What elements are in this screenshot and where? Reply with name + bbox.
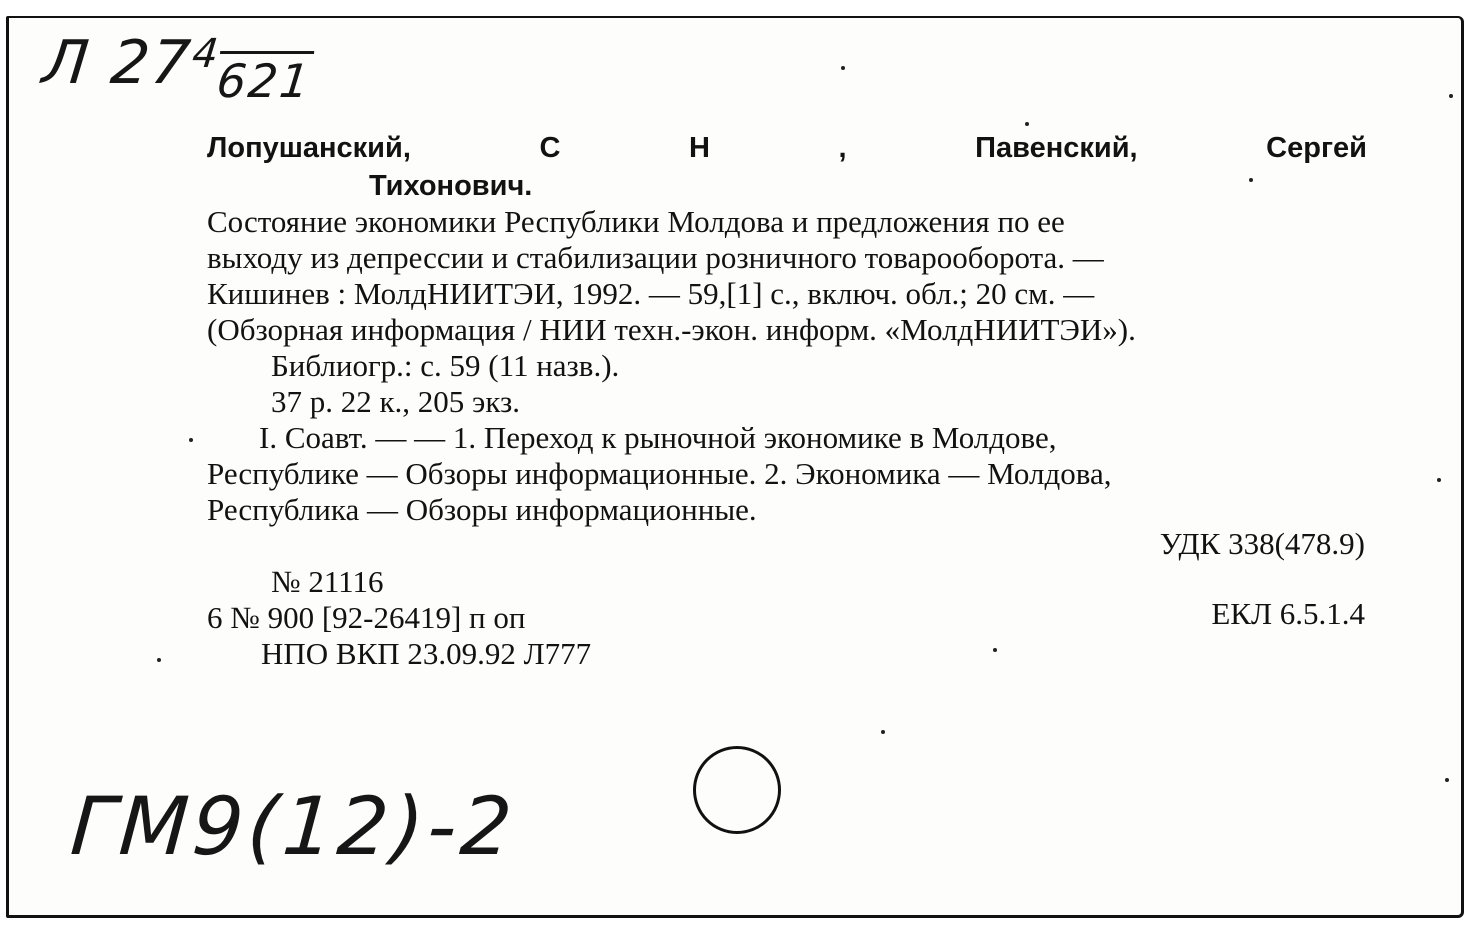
catalog-card <box>6 16 1464 918</box>
scan-speck <box>993 648 997 652</box>
scan-speck <box>1449 94 1453 98</box>
author-initial-2: Н <box>689 132 710 164</box>
series-line: (Обзорная информация / НИИ техн.-экон. информ. «МолдНИИТЭИ»). <box>207 312 1136 347</box>
scan-speck <box>189 438 193 442</box>
title-line-1: Состояние экономики Республики Молдова и предложения по ее <box>207 204 1065 239</box>
card-number: № 21116 <box>271 564 384 599</box>
title-line-2: выходу из депрессии и стабилизации розничного товарооборота. — <box>207 240 1104 275</box>
author-surname-1: Лопушанский, <box>207 132 411 164</box>
shelfmark-subscript: 621 <box>214 51 314 108</box>
shelfmark-main: Л 27 <box>39 28 196 98</box>
udk-code: УДК 338(478.9) <box>1159 526 1365 561</box>
order-number: 6 № 900 [92-26419] п оп <box>207 600 526 635</box>
handwritten-classification: ГМ9(12)-2 <box>67 780 519 873</box>
author-surname-2: Павенский, <box>975 132 1138 164</box>
bibliography-note: Библиогр.: с. 59 (11 назв.). <box>271 348 620 383</box>
scan-speck <box>1437 478 1441 482</box>
authors-line-2: Тихонович. <box>369 170 533 202</box>
author-separator: , <box>838 132 847 164</box>
ekl-code: ЕКЛ 6.5.1.4 <box>1211 596 1365 631</box>
authors-line-1 <box>207 130 1367 166</box>
handwritten-shelfmark <box>39 28 316 108</box>
scan-speck <box>881 730 885 734</box>
scan-speck <box>157 658 161 662</box>
shelfmark-superscript: 4 <box>190 31 223 77</box>
printer-line: НПО ВКП 23.09.92 Л777 <box>261 636 592 671</box>
author-name-2: Сергей <box>1266 132 1367 164</box>
imprint-line: Кишинев : МолдНИИТЭИ, 1992. — 59,[1] с., включ. обл.; 20 см. — <box>207 276 1095 311</box>
scan-speck <box>841 66 845 70</box>
card-hole <box>693 746 781 834</box>
scan-speck <box>1445 778 1449 782</box>
scan-speck <box>1025 122 1029 126</box>
subject-line-2: Республике — Обзоры информационные. 2. Экономика — Молдова, <box>207 456 1112 491</box>
price-note: 37 р. 22 к., 205 экз. <box>271 384 521 419</box>
author-initial-1: С <box>539 132 561 164</box>
subject-line-3: Республика — Обзоры информационные. <box>207 492 757 527</box>
subject-line-1: I. Соавт. — — 1. Переход к рыночной экономике в Молдове, <box>259 420 1057 455</box>
scan-speck <box>1249 178 1253 182</box>
